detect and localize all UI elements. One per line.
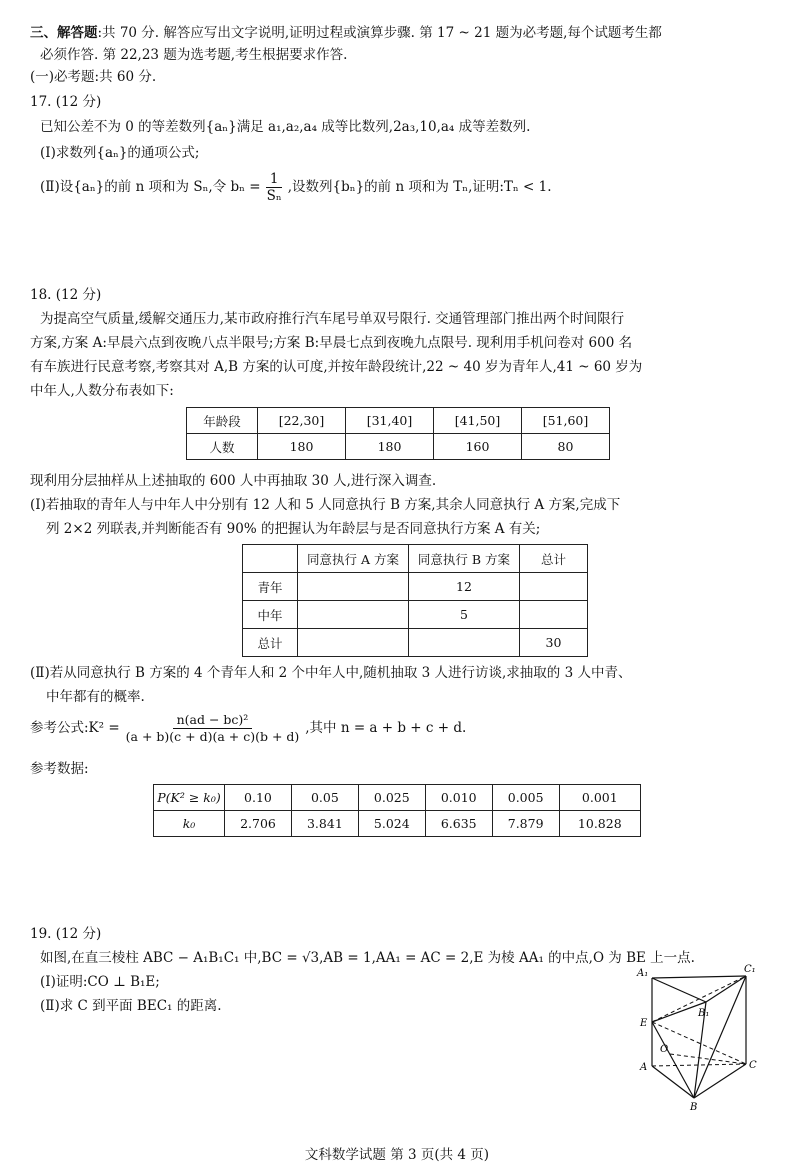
formula-denominator: (a + b)(c + d)(a + c)(b + d) bbox=[125, 728, 300, 744]
table-cell: 中年 bbox=[243, 601, 298, 629]
table-cell bbox=[520, 601, 588, 629]
table-cell: [22,30] bbox=[258, 408, 346, 434]
q17-part1: (Ⅰ)求数列{aₙ}的通项公式; bbox=[40, 145, 200, 161]
table-row bbox=[154, 785, 641, 811]
table-cell: 180 bbox=[258, 434, 346, 460]
q17-fraction bbox=[263, 171, 286, 204]
table-cell: 3.841 bbox=[291, 811, 358, 837]
q17-number: 17. (12 分) bbox=[30, 94, 102, 110]
q17-fraction-num: 1 bbox=[266, 171, 283, 188]
table-row bbox=[187, 434, 610, 460]
table-cell: 5 bbox=[409, 601, 520, 629]
table-cell: 同意执行 A 方案 bbox=[298, 545, 409, 573]
label-B1: B₁ bbox=[698, 1008, 710, 1019]
table-cell: 0.005 bbox=[492, 785, 559, 811]
q18-part2-line1: (Ⅱ)若从同意执行 B 方案的 4 个青年人和 2 个中年人中,随机抽取 3 人进行访谈,求抽取的 3 人中青、 bbox=[30, 665, 632, 681]
table-cell: 0.10 bbox=[225, 785, 292, 811]
table-cell: 总计 bbox=[243, 629, 298, 657]
table-row bbox=[243, 573, 588, 601]
table-cell bbox=[298, 601, 409, 629]
table-cell: 年龄段 bbox=[187, 408, 258, 434]
q18-line5: 现利用分层抽样从上述抽取的 600 人中再抽取 30 人,进行深入调查. bbox=[30, 473, 437, 489]
table-row bbox=[243, 601, 588, 629]
q19-part1: (Ⅰ)证明:CO ⊥ B₁E; bbox=[40, 974, 160, 990]
label-C: C bbox=[749, 1060, 757, 1071]
table-cell: 0.05 bbox=[291, 785, 358, 811]
section-heading-bold: 三、解答题 bbox=[30, 25, 98, 41]
critical-value-table bbox=[153, 784, 641, 837]
table-cell: [41,50] bbox=[434, 408, 522, 434]
table-cell: 12 bbox=[409, 573, 520, 601]
table-cell: 0.025 bbox=[358, 785, 425, 811]
table-cell bbox=[520, 573, 588, 601]
table-cell: 30 bbox=[520, 629, 588, 657]
table-row bbox=[243, 545, 588, 573]
formula-suffix: ,其中 n = a + b + c + d. bbox=[305, 720, 467, 736]
table-cell: 总计 bbox=[520, 545, 588, 573]
q18-number: 18. (12 分) bbox=[30, 287, 102, 303]
table-cell: 5.024 bbox=[358, 811, 425, 837]
page-footer: 文科数学试题 第 3 页(共 4 页) bbox=[304, 1147, 490, 1163]
section-heading-rest: :共 70 分. 解答应写出文字说明,证明过程或演算步骤. 第 17 ~ 21 题为必考题,每个试题考生都 bbox=[97, 25, 662, 41]
prism-figure bbox=[632, 962, 762, 1112]
table-cell: 青年 bbox=[243, 573, 298, 601]
table-row bbox=[243, 629, 588, 657]
table-cell: P(K² ≥ k₀) bbox=[154, 785, 225, 811]
table-cell: 10.828 bbox=[559, 811, 640, 837]
reference-data-label: 参考数据: bbox=[30, 761, 89, 777]
reference-formula bbox=[30, 710, 466, 746]
table-cell: 0.001 bbox=[559, 785, 640, 811]
table-cell: 2.706 bbox=[225, 811, 292, 837]
q18-line1: 为提高空气质量,缓解交通压力,某市政府推行汽车尾号单双号限行. 交通管理部门推出两个时间限行 bbox=[40, 311, 625, 327]
q17-part2 bbox=[40, 170, 552, 204]
contingency-table bbox=[242, 544, 588, 657]
table-cell bbox=[298, 573, 409, 601]
label-A1: A₁ bbox=[637, 968, 649, 979]
table-cell: [51,60] bbox=[522, 408, 610, 434]
q18-part1-line2: 列 2×2 列联表,并判断能否有 90% 的把握认为年龄层与是否同意执行方案 A 有关; bbox=[46, 521, 541, 537]
table-row bbox=[187, 408, 610, 434]
age-distribution-table bbox=[186, 407, 610, 460]
label-O: O bbox=[660, 1044, 669, 1055]
formula-fraction bbox=[122, 712, 304, 745]
table-row bbox=[154, 811, 641, 837]
q18-line4: 中年人,人数分布表如下: bbox=[30, 383, 174, 399]
label-B: B bbox=[690, 1102, 698, 1112]
q17-stem: 已知公差不为 0 的等差数列{aₙ}满足 a₁,a₂,a₄ 成等比数列,2a₃,10,a₄ 成等差数列. bbox=[40, 119, 531, 135]
q18-line3: 有车族进行民意考察,考察其对 A,B 方案的认可度,并按年龄段统计,22 ~ 40 岁为青年人,41 ~ 60 岁为 bbox=[30, 359, 643, 375]
section-heading bbox=[30, 24, 662, 42]
label-C1: C₁ bbox=[744, 964, 756, 975]
table-cell bbox=[298, 629, 409, 657]
q19-stem: 如图,在直三棱柱 ABC − A₁B₁C₁ 中,BC = √3,AB = 1,AA₁ = AC = 2,E 为棱 AA₁ 的中点,O 为 BE 上一点. bbox=[40, 950, 695, 966]
q18-line2: 方案,方案 A:早晨六点到夜晚八点半限号;方案 B:早晨七点到夜晚九点限号. 现利用手机问卷对 600 名 bbox=[30, 335, 633, 351]
q19-part2: (Ⅱ)求 C 到平面 BEC₁ 的距离. bbox=[40, 998, 222, 1014]
table-cell: 同意执行 B 方案 bbox=[409, 545, 520, 573]
q18-part2-line2: 中年都有的概率. bbox=[46, 689, 145, 705]
table-cell: k₀ bbox=[154, 811, 225, 837]
label-E: E bbox=[640, 1018, 648, 1029]
q17-part2-suffix: ,设数列{bₙ}的前 n 项和为 Tₙ,证明:Tₙ < 1. bbox=[287, 179, 552, 195]
formula-label: 参考公式:K² = bbox=[30, 720, 120, 736]
table-cell bbox=[409, 629, 520, 657]
section-heading-line2: 必须作答. 第 22,23 题为选考题,考生根据要求作答. bbox=[40, 47, 348, 63]
table-cell: 7.879 bbox=[492, 811, 559, 837]
table-cell: 180 bbox=[346, 434, 434, 460]
table-cell: 6.635 bbox=[425, 811, 492, 837]
table-cell bbox=[243, 545, 298, 573]
table-cell: 160 bbox=[434, 434, 522, 460]
q18-part1-line1: (Ⅰ)若抽取的青年人与中年人中分别有 12 人和 5 人同意执行 B 方案,其余人同意执行 A 方案,完成下 bbox=[30, 497, 621, 513]
table-cell: [31,40] bbox=[346, 408, 434, 434]
q17-fraction-den: Sₙ bbox=[266, 187, 282, 204]
table-cell: 0.010 bbox=[425, 785, 492, 811]
label-A: A bbox=[640, 1062, 648, 1073]
part1-heading: (一)必考题:共 60 分. bbox=[30, 69, 157, 85]
q19-number: 19. (12 分) bbox=[30, 926, 102, 942]
formula-numerator: n(ad − bc)² bbox=[173, 712, 253, 729]
table-cell: 80 bbox=[522, 434, 610, 460]
q17-part2-prefix: (Ⅱ)设{aₙ}的前 n 项和为 Sₙ,令 bₙ = bbox=[40, 179, 261, 195]
table-cell: 人数 bbox=[187, 434, 258, 460]
